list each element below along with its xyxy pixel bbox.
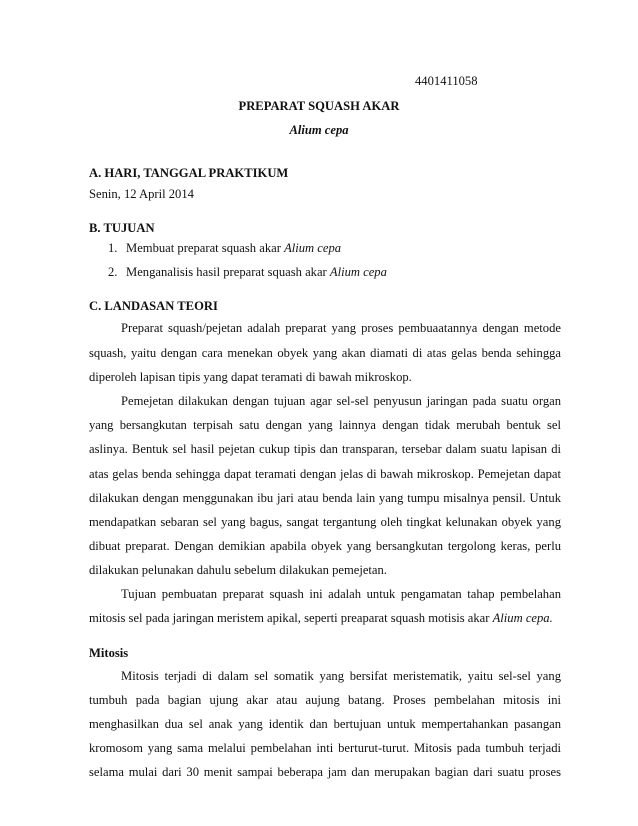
section-a-body: Senin, 12 April 2014 xyxy=(89,187,194,201)
paragraph-line: mendapatkan sebaran sel yang bagus, sangat tergantung oleh tingkat kelunakan obyek yang xyxy=(89,515,561,529)
list-text: Membuat preparat squash akar Alium cepa xyxy=(126,241,342,255)
paragraph-line: menghasilkan dua sel anak yang identik dan bertujuan untuk mempertahankan pasangan xyxy=(89,717,561,731)
paragraph-line: atas gelas benda sehingga dapat teramati dengan jelas di bawah mikroskop. Pemejetan dapat xyxy=(89,467,561,481)
section-c-heading: C. LANDASAN TEORI xyxy=(89,299,218,313)
mitosis-heading: Mitosis xyxy=(89,646,129,660)
paragraph-line: dilakukan pelunakan dahulu sebelum dilakukan pemejetan. xyxy=(89,563,387,577)
paragraph-line: tumbuh pada bagian ujung akar atau aujung batang. Proses pembelahan mitosis ini xyxy=(89,693,561,707)
paragraph-line: Pemejetan dilakukan dengan tujuan agar sel-sel penyusun jaringan pada suatu organ xyxy=(121,394,561,408)
paragraph-line: yang bersangkutan terpisah satu dengan yang lainnya dengan tidak merubah bentuk sel xyxy=(89,418,561,432)
paragraph-line: Mitosis terjadi di dalam sel somatik yang bersifat meristematik, yaitu sel-sel yang xyxy=(121,669,561,683)
paragraph-line: Preparat squash/pejetan adalah preparat yang proses pembuaatannya dengan metode xyxy=(121,321,561,335)
document-subtitle: Alium cepa xyxy=(289,123,349,137)
section-b-heading: B. TUJUAN xyxy=(89,221,155,235)
paragraph-line: aslinya. Bentuk sel hasil pejetan cukup tipis dan transparan, tersebar dalam suatu lapisan di xyxy=(89,442,561,456)
paragraph-line: kromosom yang sama melalui pembelahan inti berturut-turut. Mitosis pada tumbuh terjadi xyxy=(89,741,561,755)
list-text: Menganalisis hasil preparat squash akar Alium cepa xyxy=(126,265,387,279)
section-a-heading: A. HARI, TANGGAL PRAKTIKUM xyxy=(89,166,289,180)
list-number: 1. xyxy=(108,241,118,255)
document-id: 4401411058 xyxy=(415,74,478,88)
paragraph-line: diperoleh lapisan tipis yang dapat teramati di bawah mikroskop. xyxy=(89,370,412,384)
paragraph-line: dilakukan dengan menggunakan ibu jari atau benda lain yang tumpu misalnya pensil. Untuk xyxy=(89,491,561,505)
list-number: 2. xyxy=(108,265,118,279)
paragraph-line: mitosis sel pada jaringan meristem apikal, seperti preaparat squash motisis akar Alium cepa. xyxy=(89,611,553,625)
document-title: PREPARAT SQUASH AKAR xyxy=(238,99,400,113)
paragraph-line: squash, yaitu dengan cara menekan obyek yang akan diamati di atas gelas benda sehingga xyxy=(89,346,561,360)
paragraph-line: Tujuan pembuatan preparat squash ini adalah untuk pengamatan tahap pembelahan xyxy=(121,587,561,601)
paragraph-line: selama mulai dari 30 menit sampai beberapa jam dan merupakan bagian dari suatu proses xyxy=(89,765,561,779)
paragraph-line: dibuat preparat. Dengan demikian apabila obyek yang bersangkutan tergolong keras, perlu xyxy=(89,539,561,553)
